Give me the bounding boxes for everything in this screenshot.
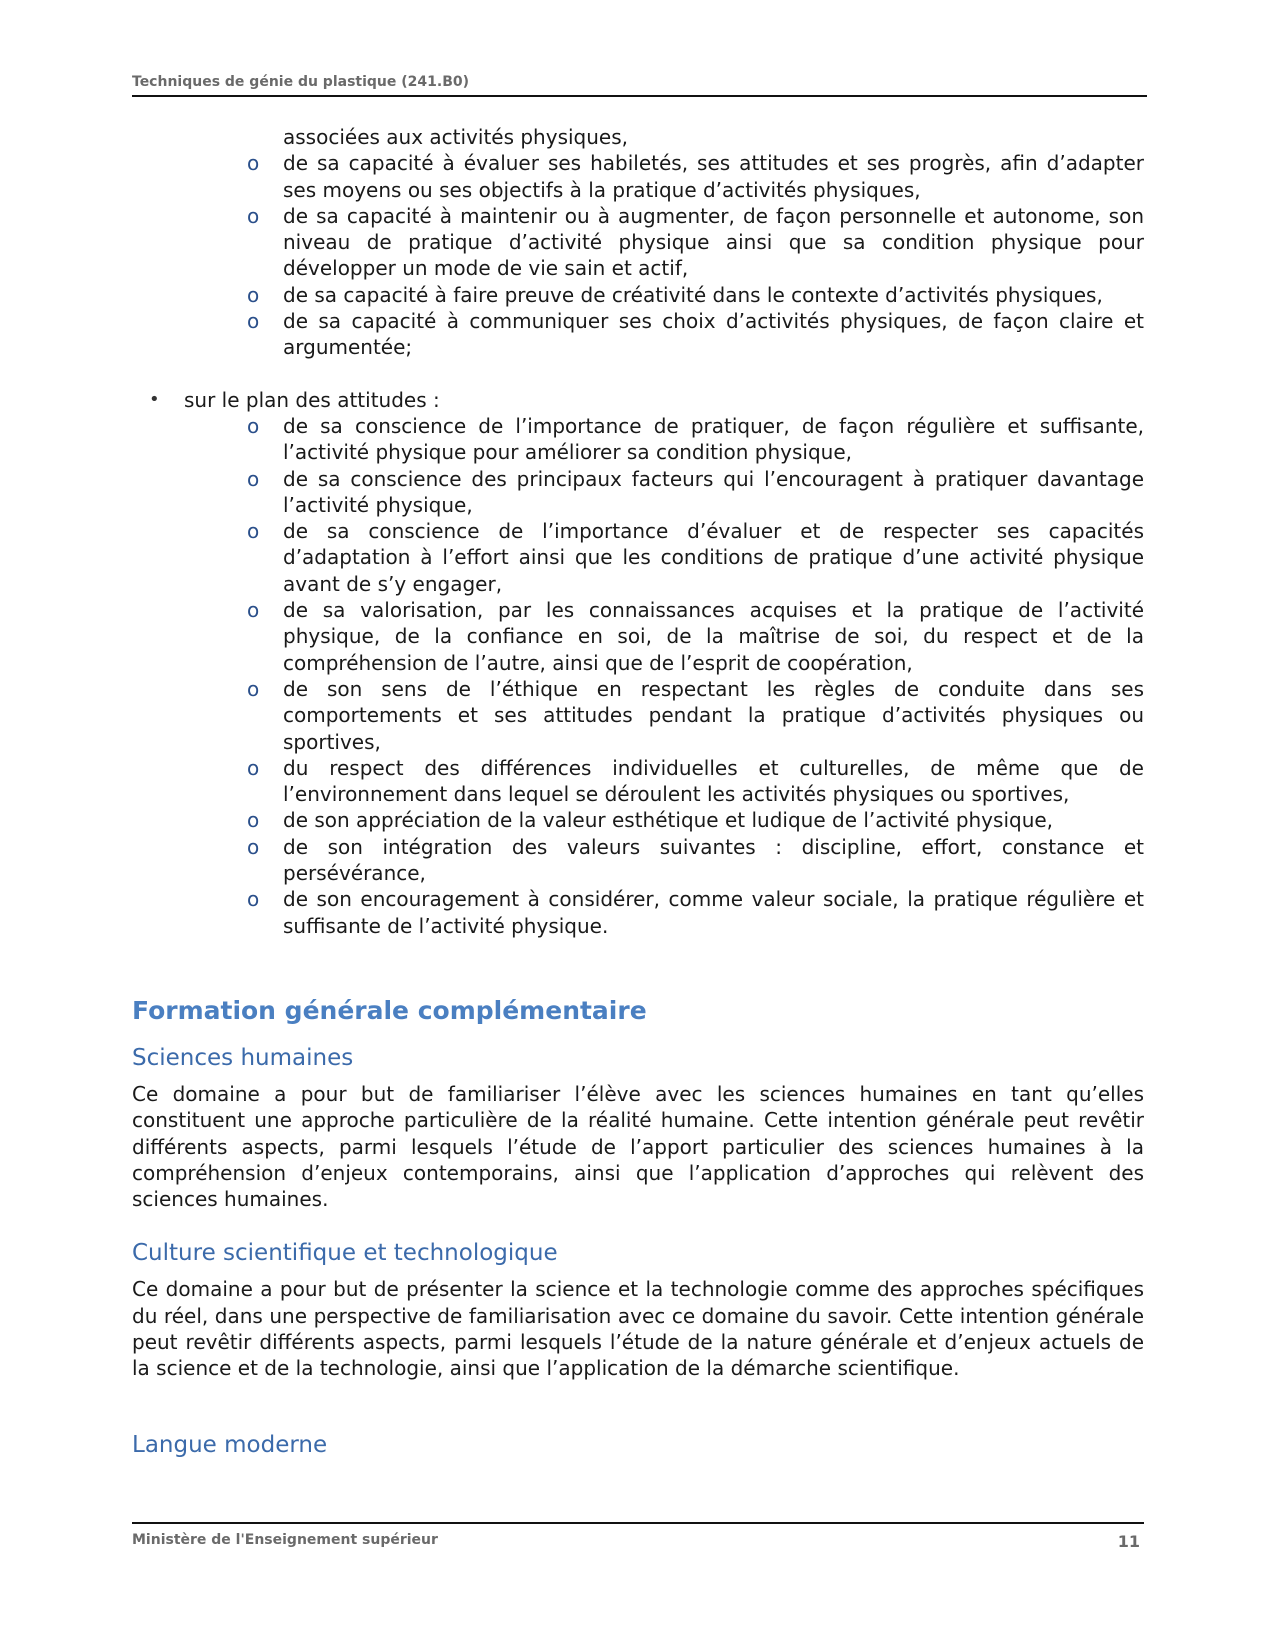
list-item: o de son encouragement à considérer, comme valeur sociale, la pratique régulière et suffisante de l’activité physique. xyxy=(247,887,1144,938)
footer-ministry: Ministère de l'Enseignement supérieur xyxy=(132,1532,438,1548)
page-content xyxy=(132,124,1144,1468)
list-marker: o xyxy=(247,413,260,438)
list-item: o de sa capacité à maintenir ou à augmenter, de façon personnelle et autonome, son niveau de pratique d’activité physique ainsi que sa condition physique pour développer un mode de vie sain et actif, xyxy=(247,203,1144,281)
list-marker: o xyxy=(247,808,260,833)
bullet-icon: • xyxy=(149,388,160,410)
list-item: o de sa conscience des principaux facteurs qui l’encouragent à pratiquer davantage l’activité physique, xyxy=(247,466,1144,517)
list-marker: o xyxy=(247,887,260,912)
langue-moderne-heading: Langue moderne xyxy=(132,1431,328,1458)
list-marker: o xyxy=(247,519,260,544)
list-item: o de son intégration des valeurs suivantes : discipline, effort, constance et persévérance, xyxy=(247,834,1144,886)
list-marker: o xyxy=(247,466,260,491)
document-title: Techniques de génie du plastique (241.B0) xyxy=(132,74,470,90)
list-item: o de sa capacité à faire preuve de créativité dans le contexte d’activités physiques, xyxy=(247,282,1103,307)
culture-paragraph: Ce domaine a pour but de présenter la science et la technologie comme des approches spécifiques du réel, dans une perspective de familiarisation avec ce domaine du savoir. Cette intention générale peut revêtir différents aspects, parmi lesquels l’étude de la nature générale et d’enjeux actuels de la science et de la technologie, ainsi que l’application de la démarche scientifique. xyxy=(132,1277,1144,1381)
list-item: o de sa capacité à évaluer ses habiletés, ses attitudes et ses progrès, afin d’adapter ses moyens ou ses objectifs à la pratique d’activités physiques, xyxy=(247,151,1144,202)
list-marker: o xyxy=(247,151,260,176)
list-marker: o xyxy=(247,676,260,701)
list-item: associées aux activités physiques, xyxy=(283,125,628,149)
list-marker: o xyxy=(247,598,260,623)
list-item: o de sa capacité à communiquer ses choix d’activités physiques, de façon claire et argumentée; xyxy=(247,309,1144,360)
list-marker: o xyxy=(247,203,260,228)
section-heading: Formation générale complémentaire xyxy=(132,995,647,1025)
page-number: 11 xyxy=(1117,1532,1140,1551)
list-item: o de sa valorisation, par les connaissances acquises et la pratique de l’activité physique, de la confiance en soi, de la maîtrise de soi, du respect et de la compréhension de l’autre, ainsi que de l’esprit de coopération, xyxy=(247,598,1144,675)
list-item: o de sa conscience de l’importance d’évaluer et de respecter ses capacités d’adaptation à l’effort ainsi que les conditions de pratique d’une activité physique avant de s’y engager, xyxy=(247,519,1144,596)
list-item: o de son appréciation de la valeur esthétique et ludique de l’activité physique, xyxy=(247,808,1054,833)
list-marker: o xyxy=(247,834,260,859)
culture-heading: Culture scientifique et technologique xyxy=(132,1240,558,1267)
list-marker: o xyxy=(247,309,260,334)
continuation-list xyxy=(132,124,1144,361)
sciences-humaines-paragraph: Ce domaine a pour but de familiariser l’élève avec les sciences humaines en tant qu’elles constituent une approche particulière de la réalité humaine. Cette intention générale peut revêtir différents aspects, parmi lesquels l’étude de l’apport particulier des sciences humaines à la compréhension d’enjeux contemporains, ainsi que l’application d’approches qui relèvent des sciences humaines. xyxy=(132,1081,1144,1212)
list-marker: o xyxy=(247,755,260,780)
page-header xyxy=(132,74,1147,97)
attitudes-label: sur le plan des attitudes : xyxy=(184,387,440,412)
attitudes-list xyxy=(132,413,1144,939)
list-item: o de son sens de l’éthique en respectant les règles de conduite dans ses comportements et ses attitudes pendant la pratique d’activités physiques ou sportives, xyxy=(247,676,1144,754)
list-marker: o xyxy=(247,282,260,307)
page-footer xyxy=(132,1522,1144,1551)
sciences-humaines-heading: Sciences humaines xyxy=(132,1044,354,1071)
list-item: o de sa conscience de l’importance de pratiquer, de façon régulière et suffisante, l’activité physique pour améliorer sa condition physique, xyxy=(247,413,1144,465)
attitudes-bullet xyxy=(132,387,1144,413)
list-item: o du respect des différences individuelles et culturelles, de même que de l’environnement dans lequel se déroulent les activités physiques ou sportives, xyxy=(247,755,1144,807)
